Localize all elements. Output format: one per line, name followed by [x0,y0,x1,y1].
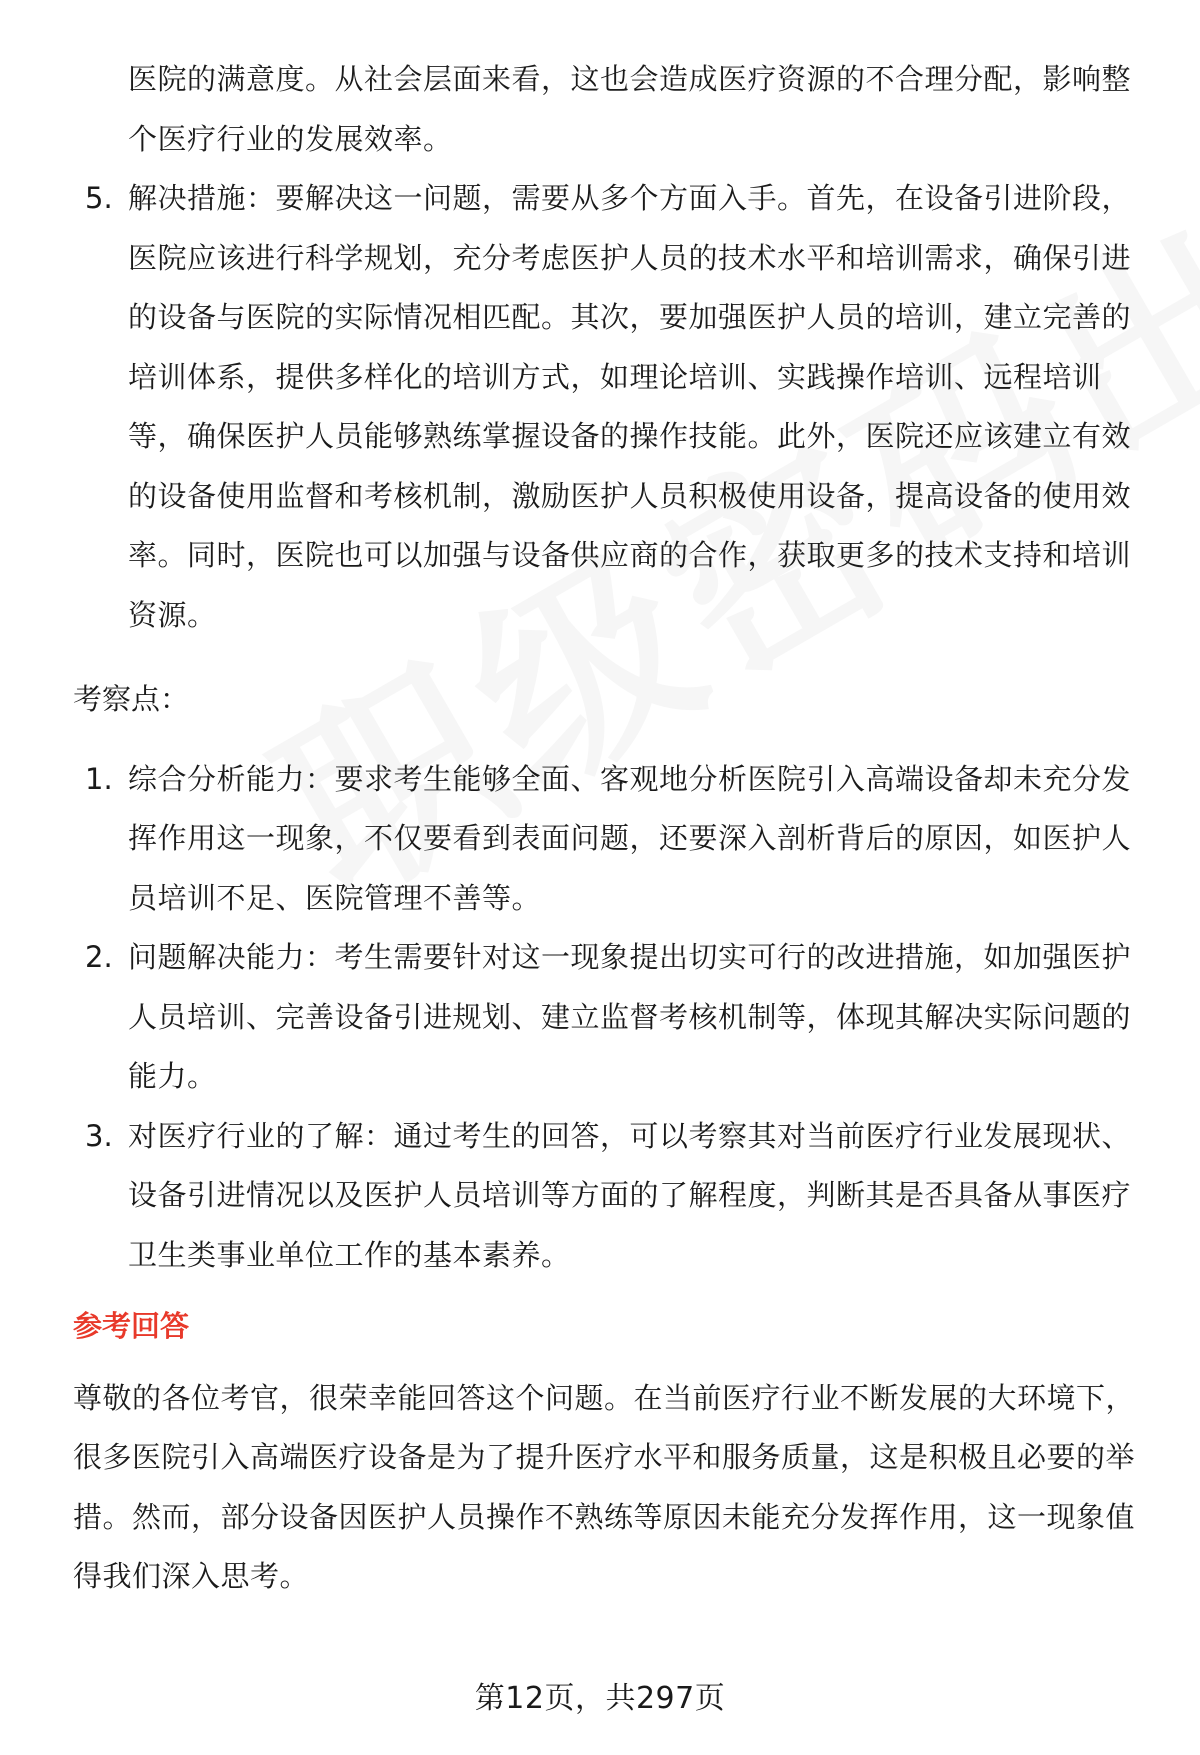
list-item-number: 5. [85,181,113,215]
list-item-text: 问题解决能力：考生需要针对这一现象提出切实可行的改进措施，如加强医护人员培训、完善设备引进规划、建立监督考核机制等，体现其解决实际问题的能力。 [128,940,1132,1093]
list-item-text: 对医疗行业的了解：通过考生的回答，可以考察其对当前医疗行业发展现状、设备引进情况以及医护人员培训等方面的了解程度，判断其是否具备从事医疗卫生类事业单位工作的基本素养。 [128,1118,1132,1272]
list-item [73,928,1143,1107]
page-content [73,50,1143,1607]
page-number: 第12页，共297页 [474,1681,726,1716]
reference-heading: 参考回答 [73,1309,190,1343]
list-item-solution [73,169,1143,645]
list-item [73,1107,1143,1286]
list-item-number: 2. [85,940,113,974]
list-item-text: 解决措施：要解决这一问题，需要从多个方面入手。首先，在设备引进阶段，医院应该进行科学规划，充分考虑医护人员的技术水平和培训需求，确保引进的设备与医院的实际情况相匹配。其次，要加强医护人员的培训，建立完善的培训体系，提供多样化的培训方式，如理论培训、实践操作培训、远程培训等，确保医护人员能够熟练掌握设备的操作技能。此外，医院还应该建立有效的设备使用监督和考核机制，激励医护人员积极使用设备，提高设备的使用效率。同时，医院也可以加强与设备供应商的合作，获取更多的技术支持和培训资源。 [128,181,1132,632]
assessment-heading: 考察点： [73,682,190,716]
list-item-number: 1. [85,761,113,796]
intro-continuation: 医院的满意度。从社会层面来看，这也会造成医疗资源的不合理分配，影响整个医疗行业的发展效率。 [128,62,1132,156]
list-item [73,750,1143,929]
list-item-number: 3. [85,1118,113,1153]
reference-paragraph: 尊敬的各位考官，很荣幸能回答这个问题。在当前医疗行业不断发展的大环境下，很多医院引入高端医疗设备是为了提升医疗水平和服务质量，这是积极且必要的举措。然而，部分设备因医护人员操作不熟练等原因未能充分发挥作用，这一现象值得我们深入思考。 [73,1380,1136,1593]
list-item-text: 综合分析能力：要求考生能够全面、客观地分析医院引入高端设备却未充分发挥作用这一现象，不仅要看到表面问题，还要深入剖析背后的原因，如医护人员培训不足、医院管理不善等。 [128,761,1132,915]
